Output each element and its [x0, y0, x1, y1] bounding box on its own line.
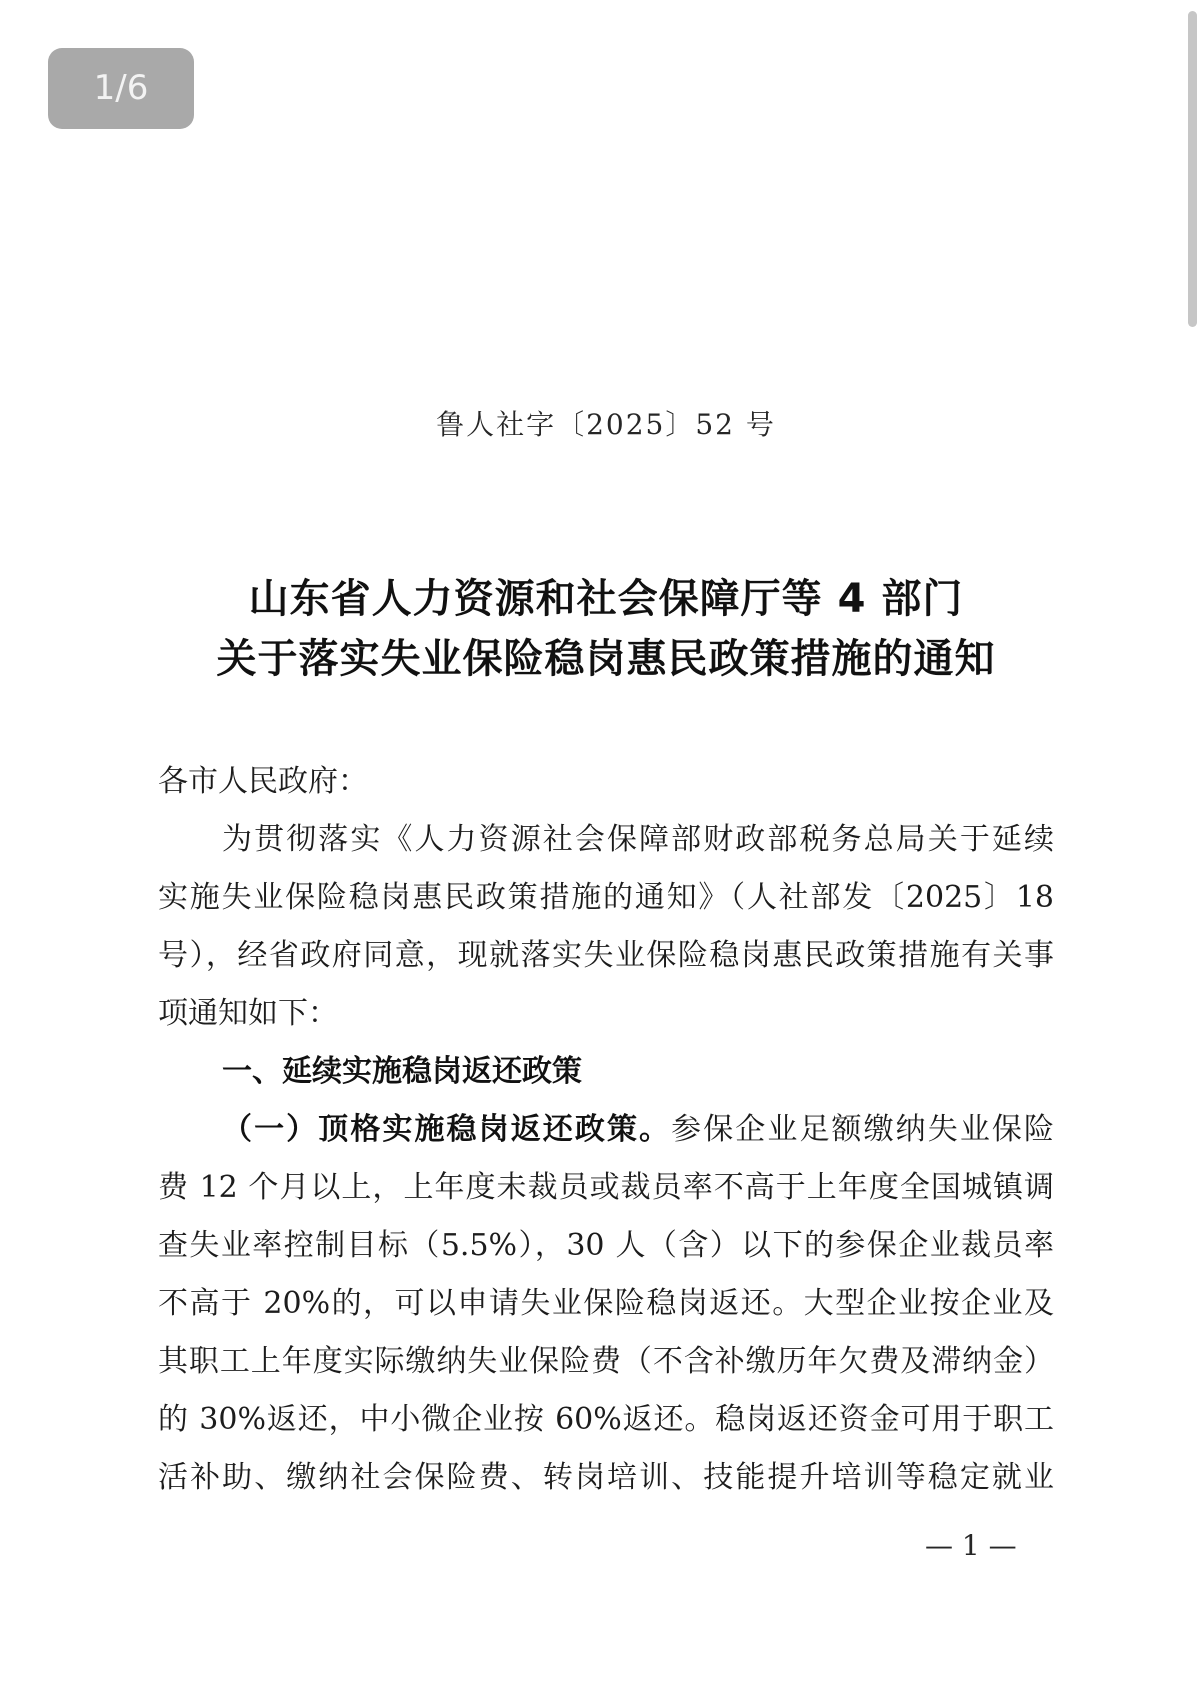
- document-body: [158, 753, 1054, 1507]
- paragraph-line: 其职工上年度实际缴纳失业保险费（不含补缴历年欠费及滞纳金）: [158, 1344, 1054, 1379]
- document-title: [158, 569, 1054, 689]
- title-line: 关于落实失业保险稳岗惠民政策措施的通知: [216, 636, 996, 682]
- vertical-scrollbar[interactable]: [1184, 0, 1200, 1692]
- paragraph: [158, 811, 1054, 1043]
- salutation: 各市人民政府：: [158, 764, 368, 799]
- paragraph-line: 号），经省政府同意，现就落实失业保险稳岗惠民政策措施有关事: [158, 938, 1054, 973]
- paragraph-line: 为贯彻落实《人力资源社会保障部财政部税务总局关于延续: [222, 822, 1054, 857]
- paragraph-line: 的 30%返还，中小微企业按 60%返还。稳岗返还资金可用于职工: [158, 1402, 1054, 1437]
- document-number: 鲁人社字〔2025〕52 号: [436, 408, 776, 441]
- subsection-lead: （一）顶格实施稳岗返还政策。: [222, 1112, 672, 1147]
- section-heading: 一、延续实施稳岗返还政策: [222, 1054, 582, 1089]
- paragraph-line: 不高于 20%的，可以申请失业保险稳岗返还。大型企业按企业及: [158, 1286, 1054, 1321]
- paragraph-line: 活补助、缴纳社会保险费、转岗培训、技能提升培训等稳定就业: [158, 1460, 1054, 1495]
- paragraph: [158, 1101, 1054, 1507]
- paragraph-text: 参保企业足额缴纳失业保险: [671, 1112, 1054, 1147]
- page-number: — 1 —: [925, 1529, 1017, 1562]
- paragraph-line: 项通知如下：: [158, 996, 338, 1031]
- title-line: 山东省人力资源和社会保障厅等 4 部门: [248, 576, 964, 622]
- paragraph-line: 费 12 个月以上，上年度未裁员或裁员率不高于上年度全国城镇调: [158, 1170, 1054, 1205]
- vertical-scrollbar-thumb[interactable]: [1188, 11, 1197, 327]
- paragraph-line: [158, 1101, 1054, 1159]
- paragraph-line: 实施失业保险稳岗惠民政策措施的通知》（人社部发〔2025〕18: [158, 880, 1054, 915]
- paragraph-line: 查失业率控制目标（5.5%），30 人（含）以下的参保企业裁员率: [158, 1228, 1054, 1263]
- page-indicator: 1/6: [48, 48, 194, 129]
